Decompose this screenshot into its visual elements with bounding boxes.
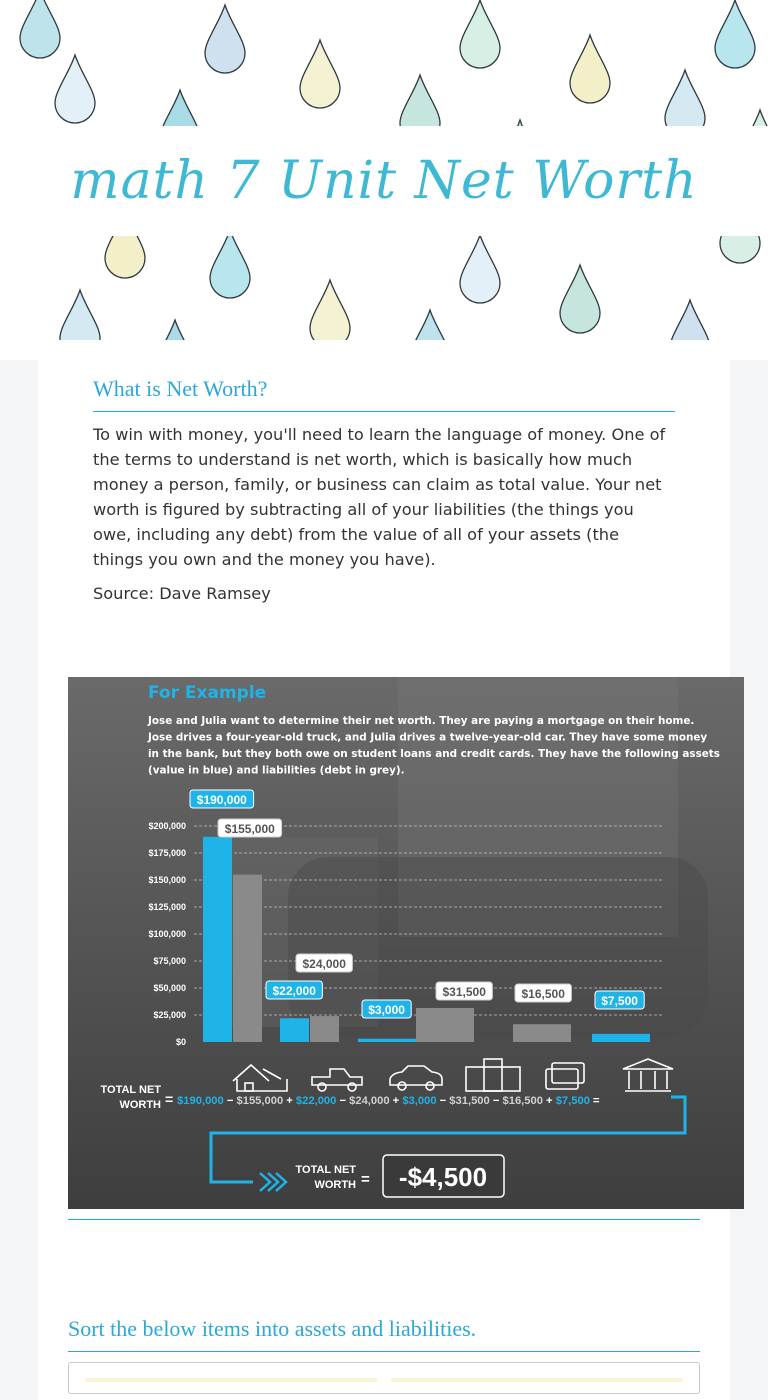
raindrop-icon — [155, 320, 195, 340]
equation-term: + — [542, 1095, 556, 1107]
equation-term: − — [489, 1095, 503, 1107]
equation-term: + — [283, 1095, 296, 1107]
equation-term: − — [436, 1095, 450, 1107]
raindrop-icon — [20, 0, 60, 58]
bar-value-label: $24,000 — [302, 957, 346, 971]
liability-bar — [310, 1016, 339, 1042]
y-tick-label: $50,000 — [153, 983, 186, 993]
equation-term: $155,000 — [236, 1095, 284, 1107]
result-equals: = — [361, 1171, 370, 1188]
liability-bar — [513, 1024, 571, 1042]
bar-value-label: $155,000 — [224, 822, 275, 836]
equation-term: $24,000 — [349, 1095, 390, 1107]
source-text: Source: Dave Ramsey — [93, 584, 271, 603]
bar-value-label: $7,500 — [601, 994, 638, 1008]
y-tick-label: $100,000 — [148, 929, 186, 939]
raindrop-icon — [310, 280, 350, 340]
infographic-intro-line: in the bank, but they both owe on student loans and credit cards. They have the following assets — [148, 748, 720, 760]
y-tick-label: $150,000 — [148, 875, 186, 885]
header-banner — [0, 0, 768, 360]
section-divider — [93, 411, 675, 412]
equation-term: $7,500 — [555, 1095, 590, 1107]
title-band — [0, 126, 768, 236]
result-label: TOTAL NET — [295, 1164, 356, 1176]
bar-value-label: $31,500 — [442, 985, 486, 999]
raindrop-icon — [55, 55, 95, 123]
equation-term: = — [589, 1095, 600, 1107]
net-worth-infographic — [68, 677, 744, 1209]
equation-label: WORTH — [119, 1099, 161, 1111]
net-worth-description: To win with money, you'll need to learn the language of money. One of the terms to understand is net worth, which is basically how much money a person, family, or business can claim as total value. Your net worth is figured by subtracting all of your liabilities (the things you owe, including any debt) from the value of all of your assets (the things you own and the money you have). — [93, 425, 666, 569]
raindrop-icon — [60, 290, 100, 340]
equation-term: − — [336, 1095, 350, 1107]
raindrop-icon — [570, 35, 610, 103]
infographic-intro-line: Jose drives a four-year-old truck, and Julia drives a twelve-year-old car. They have some money — [148, 731, 708, 744]
y-tick-label: $175,000 — [148, 848, 186, 858]
raindrop-icon — [560, 265, 600, 333]
result-value: -$4,500 — [398, 1162, 488, 1192]
raindrop-icon — [410, 310, 450, 340]
bg-truck — [288, 857, 708, 1037]
y-tick-label: $125,000 — [148, 902, 186, 912]
equation-term: $22,000 — [295, 1095, 337, 1107]
equation-term: $190,000 — [177, 1095, 224, 1107]
sort-activity-box[interactable] — [68, 1362, 700, 1394]
y-tick-label: $200,000 — [148, 821, 186, 831]
raindrop-icon — [460, 0, 500, 68]
infographic-graphic — [68, 677, 744, 1209]
bar-value-label: $3,000 — [368, 1003, 405, 1017]
raindrop-icon — [460, 235, 500, 303]
equation-label: TOTAL NET — [100, 1084, 161, 1096]
raindrop-icon — [210, 230, 250, 298]
result-label: WORTH — [314, 1179, 356, 1191]
infographic-heading: For Example — [148, 683, 267, 703]
equation-term: + — [389, 1095, 403, 1107]
equation-term: − — [223, 1095, 237, 1107]
section-title-sort: Sort the below items into assets and liabilities. — [68, 1316, 477, 1341]
equation-term: $31,500 — [449, 1095, 490, 1107]
asset-bar — [592, 1034, 650, 1042]
assets-column[interactable] — [85, 1378, 377, 1382]
infographic-intro-line: Jose and Julia want to determine their net worth. They are paying a mortgage on their home. — [148, 715, 695, 727]
asset-bar — [203, 837, 232, 1042]
liabilities-column[interactable] — [391, 1378, 683, 1382]
asset-bar — [358, 1039, 416, 1042]
liability-bar — [416, 1008, 474, 1042]
raindrop-icon — [715, 0, 755, 68]
equation-term: $3,000 — [402, 1095, 437, 1107]
equation-term: $16,500 — [502, 1095, 543, 1107]
y-tick-label: $75,000 — [153, 956, 186, 966]
section-title-net-worth: What is Net Worth? — [93, 376, 268, 401]
infographic-divider — [68, 1219, 700, 1220]
y-tick-label: $25,000 — [153, 1010, 186, 1020]
raindrop-icon — [205, 5, 245, 73]
raindrop-icon — [300, 40, 340, 108]
section-divider-2 — [68, 1351, 700, 1352]
bar-value-label: $16,500 — [521, 987, 565, 1001]
raindrop-icon — [670, 300, 710, 340]
bar-value-label: $190,000 — [196, 793, 247, 807]
y-tick-label: $0 — [175, 1037, 186, 1047]
bar-value-label: $22,000 — [272, 984, 316, 998]
page-title: math 7 Unit Net Worth — [70, 151, 698, 211]
asset-bar — [280, 1018, 309, 1042]
liability-bar — [233, 875, 262, 1042]
infographic-intro-line: (value in blue) and liabilities (debt in grey). — [148, 764, 405, 777]
equals-sign: = — [165, 1091, 178, 1107]
